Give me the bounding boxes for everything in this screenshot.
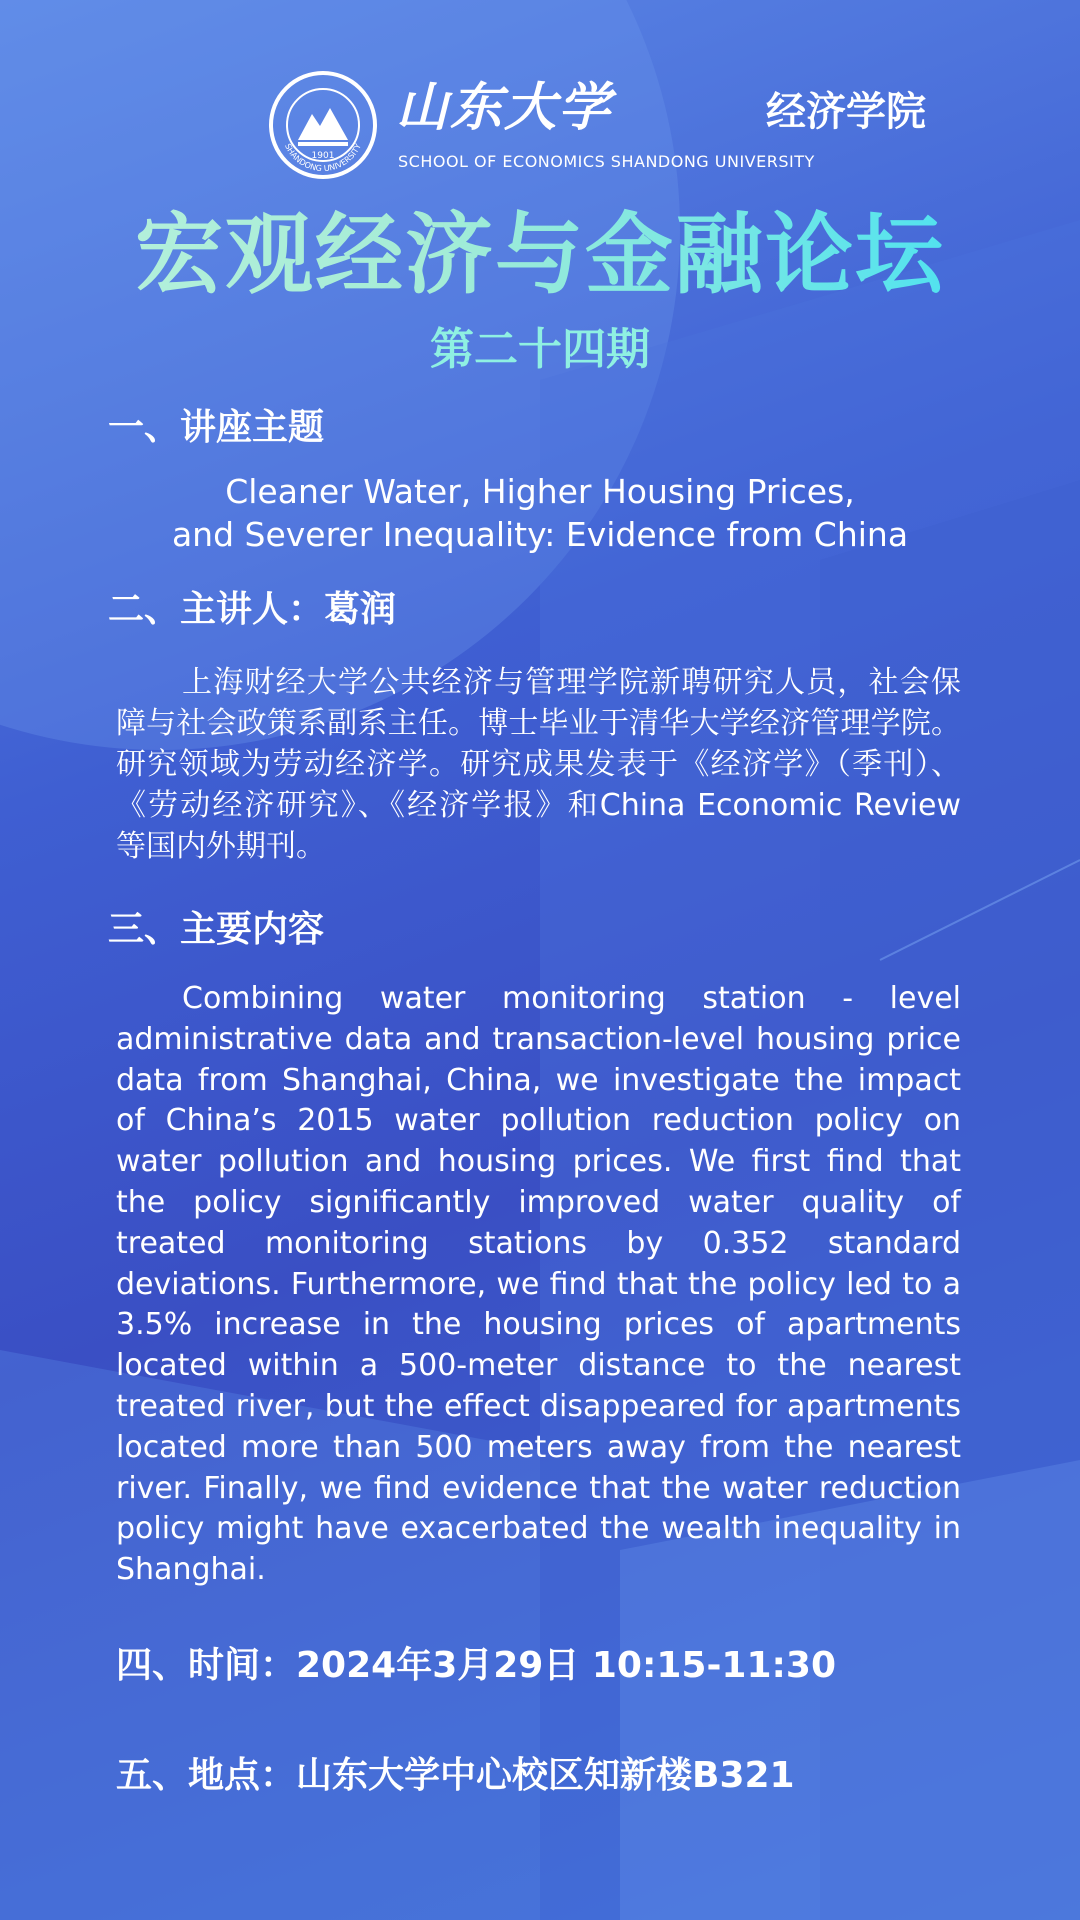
issue-number: 第二十四期 [430, 324, 650, 375]
topic-line-2: and Severer Inequality: Evidence from China [171, 515, 909, 554]
topic-heading: 一、讲座主题 [108, 407, 325, 448]
school-logo [268, 70, 926, 180]
school-name: 经济学院 [766, 89, 926, 135]
seal-ring-text: SHANDONG UNIVERSITY [283, 142, 363, 174]
university-seal-icon [268, 70, 378, 180]
forum-title: 宏观经济与金融论坛 [0, 200, 1080, 310]
abstract: Combining water monitoring station - level administrative data and transaction-level housing price data from Shanghai, China, we investigate the impact of China’s 2015 water pollution reduction policy on water pollution and housing prices. We first find that the policy significantly improved water quality of treated monitoring stations by 0.352 standard deviations. Furthermore, we find that the policy led to a 3.5% increase in the housing prices of apartments located within a 500-meter distance to the nearest treated river, but the effect disappeared for apartments located more than 500 meters away from the nearest river. Finally, we find evidence that the water reduction policy might have exacerbated the wealth inequality in Shanghai. [116, 981, 961, 1588]
content-heading: 三、主要内容 [108, 909, 325, 950]
event-time: 四、时间：2024年3月29日 10:15-11:30 [116, 1645, 837, 1686]
school-name-english: SCHOOL OF ECONOMICS SHANDONG UNIVERSITY [398, 152, 815, 171]
university-name: 山东大学 [396, 77, 613, 138]
seal-year: 1901 [311, 151, 335, 161]
speaker-heading: 二、主讲人：葛润 [108, 589, 397, 630]
lecture-topic [140, 470, 940, 556]
event-location: 五、地点：山东大学中心校区知新楼B321 [116, 1755, 795, 1796]
topic-line-1: Cleaner Water, Higher Housing Prices, [225, 472, 855, 511]
speaker-bio: 上海财经大学公共经济与管理学院新聘研究人员，社会保障与社会政策系副系主任。博士毕业于清华大学经济管理学院。研究领域为劳动经济学。研究成果发表于《经济学》（季刊）、《劳动经济研究》、《经济学报》和China Economic Review 等国内外期刊。 [116, 665, 961, 864]
